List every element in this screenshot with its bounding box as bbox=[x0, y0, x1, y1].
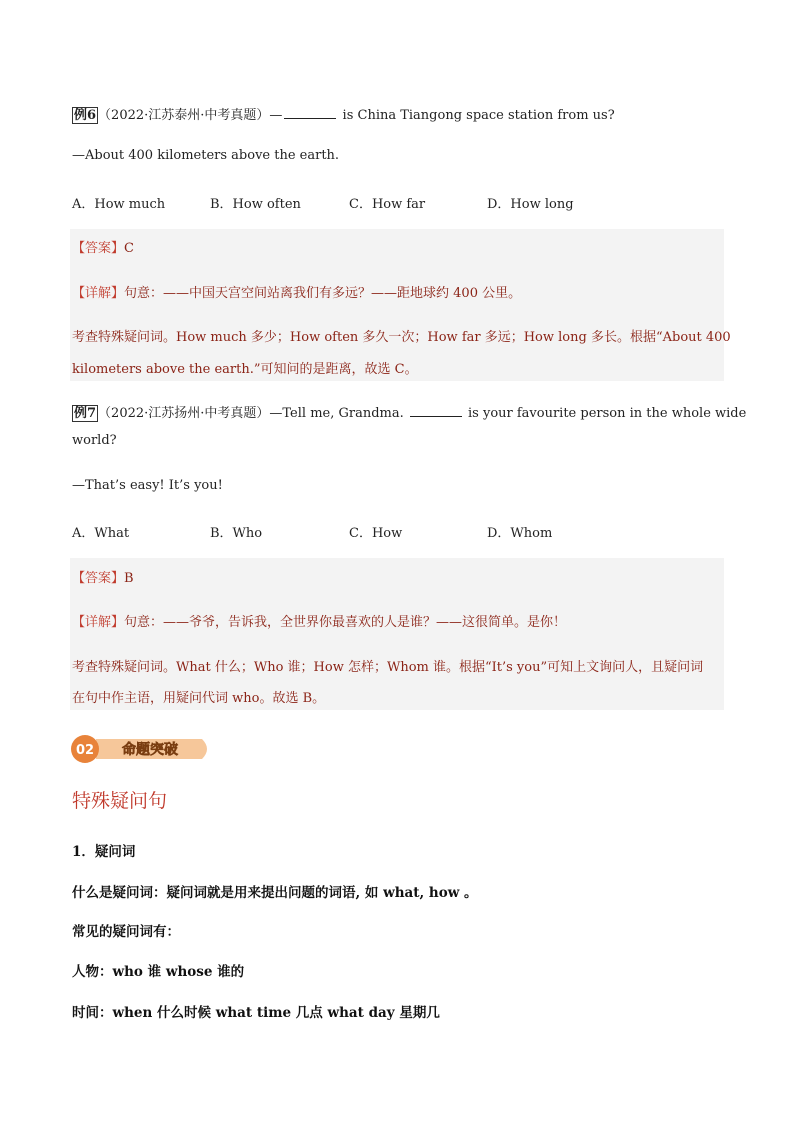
example7-answer bbox=[72, 567, 134, 586]
detail-meaning-text: 句意：——爷爷，告诉我，全世界你最喜欢的人是谁？——这很简单。是你！ bbox=[124, 615, 567, 630]
example6-source: （2022·江苏泰州·中考真题）— bbox=[98, 108, 283, 123]
answer-value: C bbox=[124, 241, 134, 256]
example6-question bbox=[72, 104, 615, 123]
example6-detail-line2: kilometers above the earth.”可知问的是距离，故选 C。 bbox=[72, 362, 418, 377]
example6-option-d: D．How long bbox=[487, 197, 574, 212]
person-words-line: 人物：who 谁 whose 谁的 bbox=[72, 964, 245, 980]
example7-detail-line2: 在句中作主语，用疑问代词 who。故选 B。 bbox=[72, 691, 326, 706]
example7-blank bbox=[410, 406, 462, 417]
example7-label: 例7 bbox=[74, 406, 97, 421]
example7-source: （2022·江苏扬州·中考真题）—Tell me, Grandma. bbox=[98, 406, 408, 421]
example6-detail-meaning bbox=[72, 282, 521, 301]
section-banner bbox=[70, 734, 212, 764]
detail-meaning-text: 句意：——中国天宫空间站离我们有多远？——距地球约 400 公里。 bbox=[124, 286, 522, 301]
example6-answer bbox=[72, 237, 134, 256]
section-title: 特殊疑问句 bbox=[72, 790, 168, 812]
example7-option-c: C．How bbox=[349, 526, 403, 541]
answer-value: B bbox=[124, 571, 134, 586]
detail-label: 【详解】 bbox=[72, 286, 125, 301]
answer-label: 【答案】 bbox=[72, 241, 125, 256]
common-words-line: 常见的疑问词有： bbox=[72, 924, 180, 940]
example7-option-d: D．Whom bbox=[487, 526, 553, 541]
example6-detail-line1: 考查特殊疑问词。How much 多少；How often 多久一次；How far 多远；How long 多长。根据“About 400 bbox=[72, 330, 731, 345]
example7-question-wrap: world? bbox=[72, 433, 117, 448]
example6-blank bbox=[284, 108, 336, 119]
example6-option-a: A．How much bbox=[72, 197, 166, 212]
example6-label: 例6 bbox=[74, 108, 97, 123]
banner-number: 02 bbox=[75, 743, 95, 758]
example7-detail-line1: 考查特殊疑问词。What 什么；Who 谁；How 怎样；Whom 谁。根据“It’s you”可知上文询问人，且疑问词 bbox=[72, 660, 704, 675]
definition-line: 什么是疑问词：疑问词就是用来提出问题的词语, 如 what, how 。 bbox=[72, 885, 478, 901]
banner-title: 命题突破 bbox=[122, 742, 178, 758]
example7-question bbox=[72, 402, 746, 421]
banner-graphic bbox=[70, 734, 212, 764]
example7-question-text: is your favourite person in the whole wide bbox=[463, 406, 747, 421]
time-words-line: 时间：when 什么时候 what time 几点 what day 星期几 bbox=[72, 1005, 440, 1021]
example7-option-b: B．Who bbox=[210, 526, 263, 541]
example7-detail-meaning bbox=[72, 611, 566, 630]
detail-label: 【详解】 bbox=[72, 615, 125, 630]
example6-question-text: is China Tiangong space station from us? bbox=[338, 108, 615, 123]
example6-option-c: C．How far bbox=[349, 197, 426, 212]
example7-option-a: A．What bbox=[72, 526, 130, 541]
example6-option-b: B．How often bbox=[210, 197, 301, 212]
heading-question-words: 1．疑问词 bbox=[72, 844, 136, 860]
example6-reply: —About 400 kilometers above the earth. bbox=[72, 148, 340, 163]
example7-reply: —That’s easy! It’s you! bbox=[72, 478, 223, 493]
answer-label: 【答案】 bbox=[72, 571, 125, 586]
